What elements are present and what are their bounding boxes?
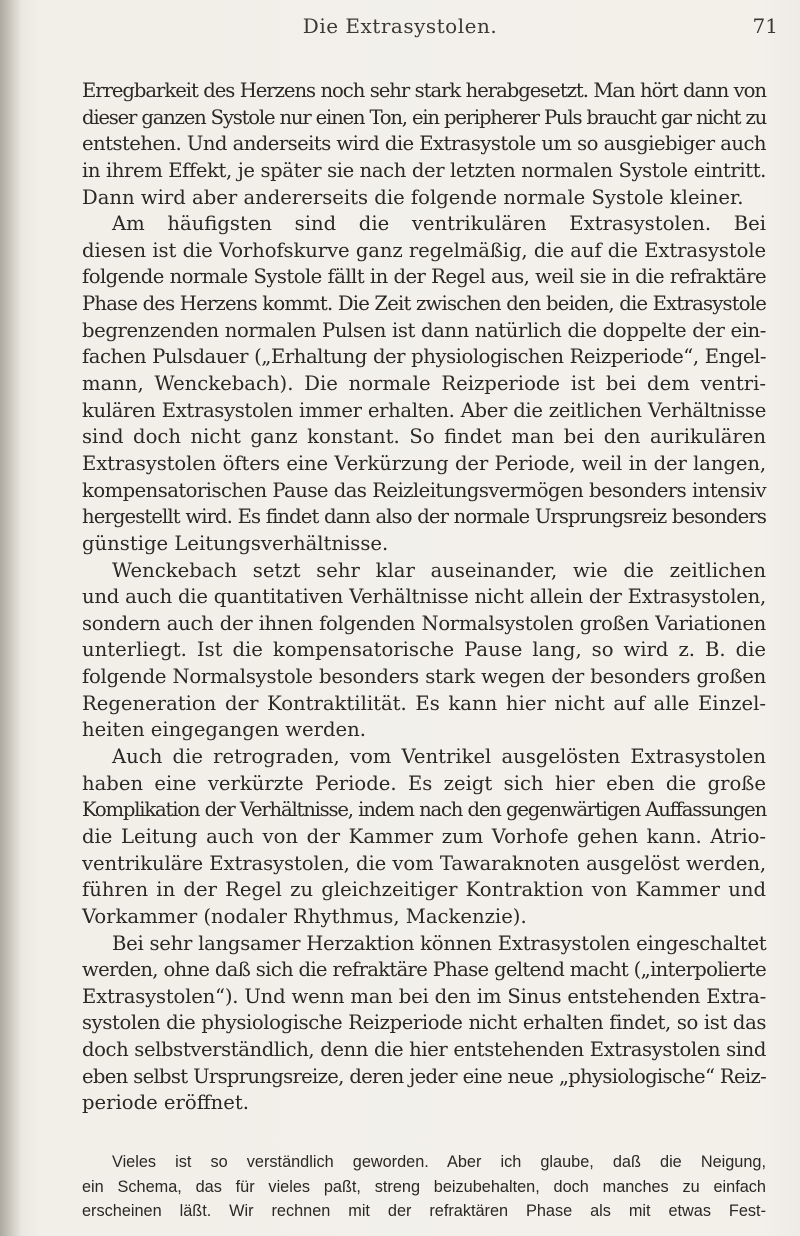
running-title: Die Extrasystolen. xyxy=(302,14,498,38)
text-line: und auch die quantitativen Verhältnisse nicht allein der Extrasystolen, xyxy=(82,585,766,609)
text-line: Extrasystolen öfters eine Verkürzung der Periode, weil in der langen, xyxy=(82,451,766,475)
text-line: eben selbst Ursprungsreize, deren jeder eine neue „physiologische“ Reiz- xyxy=(82,1064,766,1088)
text-line: werden, ohne daß sich die refraktäre Phase geltend macht („interpolierte xyxy=(82,958,766,982)
text-line: folgende normale Systole fällt in der Regel aus, weil sie in die refraktäre xyxy=(82,265,766,289)
text-line: Erregbarkeit des Herzens noch sehr stark herabgesetzt. Man hört dann von xyxy=(82,79,766,102)
footnote-line: erscheinen läßt. Wir rechnen mit der refraktären Phase als mit etwas Fest- xyxy=(82,1202,766,1220)
text-line: doch selbstverständlich, denn die hier entstehenden Extrasystolen sind xyxy=(82,1038,766,1062)
text-line: folgende Normalsystole besonders stark wegen der besonders großen xyxy=(82,665,766,689)
footnote xyxy=(82,1150,766,1224)
footnote-line: ein Schema, das für vieles paßt, streng beizubehalten, doch manches zu einfach xyxy=(82,1177,766,1196)
text-line: günstige Leitungsverhältnisse. xyxy=(82,531,389,555)
page-number: 71 xyxy=(752,14,778,38)
text-line: mann, Wenckebach). Die normale Reizperiode ist bei dem ventri- xyxy=(82,372,766,396)
text-line: Am häufigsten sind die ventrikulären Extrasystolen. Bei xyxy=(112,212,766,236)
text-line: kompensatorischen Pause das Reizleitungsvermögen besonders intensiv xyxy=(82,478,766,502)
text-line: Regeneration der Kontraktilität. Es kann hier nicht auf alle Einzel- xyxy=(82,691,766,715)
text-line: diesen ist die Vorhofskurve ganz regelmäßig, die auf die Extrasystole xyxy=(82,238,766,262)
footnote-line: Vieles ist so verständlich geworden. Aber ich glaube, daß die Neigung, xyxy=(112,1153,766,1171)
text-line: Dann wird aber andererseits die folgende normale Systole kleiner. xyxy=(82,185,744,209)
text-line: Vorkammer (nodaler Rhythmus, Mackenzie). xyxy=(82,904,527,928)
text-line: die Leitung auch von der Kammer zum Vorhofe gehen kann. Atrio- xyxy=(82,824,766,848)
text-line: periode eröffnet. xyxy=(82,1091,249,1115)
text-line: Wenckebach setzt sehr klar auseinander, wie die zeitlichen xyxy=(112,558,766,582)
text-line: haben eine verkürzte Periode. Es zeigt sich hier eben die große xyxy=(82,771,766,795)
binding-shadow xyxy=(0,0,22,1236)
text-line: führen in der Regel zu gleichzeitiger Kontraktion von Kammer und xyxy=(82,878,766,902)
text-line: Phase des Herzens kommt. Die Zeit zwischen den beiden, die Extrasystole xyxy=(82,292,767,316)
text-line: kulären Extrasystolen immer erhalten. Aber die zeitlichen Verhältnisse xyxy=(82,398,766,422)
text-line: hergestellt wird. Es findet dann also der normale Ursprungsreiz besonders xyxy=(82,505,766,529)
text-line: Komplikation der Verhältnisse, indem nach den gegenwärtigen Auffassungen xyxy=(82,798,766,822)
text-line: Auch die retrograden, vom Ventrikel ausgelösten Extrasystolen xyxy=(112,745,766,769)
text-line: ventrikuläre Extrasystolen, die vom Tawaraknoten ausgelöst werden, xyxy=(82,851,766,875)
text-line: sondern auch der ihnen folgenden Normalsystolen großen Variationen xyxy=(82,611,766,635)
text-line: systolen die physiologische Reizperiode nicht erhalten findet, so ist das xyxy=(82,1011,766,1035)
text-line: dieser ganzen Systole nur einen Ton, ein peripherer Puls braucht gar nicht zu xyxy=(82,105,766,129)
text-line: begrenzenden normalen Pulsen ist dann natürlich die doppelte der ein- xyxy=(82,318,766,342)
text-line: in ihrem Effekt, je später sie nach der letzten normalen Systole eintritt. xyxy=(82,158,766,182)
text-line: fachen Pulsdauer („Erhaltung der physiologischen Reizperiode“, Engel- xyxy=(82,345,766,369)
text-line: heiten eingegangen werden. xyxy=(82,718,366,742)
text-line: entstehen. Und anderseits wird die Extrasystole um so ausgiebiger auch xyxy=(82,132,766,156)
text-line: Extrasystolen“). Und wenn man bei den im Sinus entstehenden Extra- xyxy=(82,984,766,1008)
body-text xyxy=(82,78,766,1117)
page-header xyxy=(0,14,800,44)
text-line: unterliegt. Ist die kompensatorische Pause lang, so wird z. B. die xyxy=(82,638,766,662)
text-line: sind doch nicht ganz konstant. So findet man bei den aurikulären xyxy=(82,425,766,449)
text-line: Bei sehr langsamer Herzaktion können Extrasystolen eingeschaltet xyxy=(112,931,767,955)
